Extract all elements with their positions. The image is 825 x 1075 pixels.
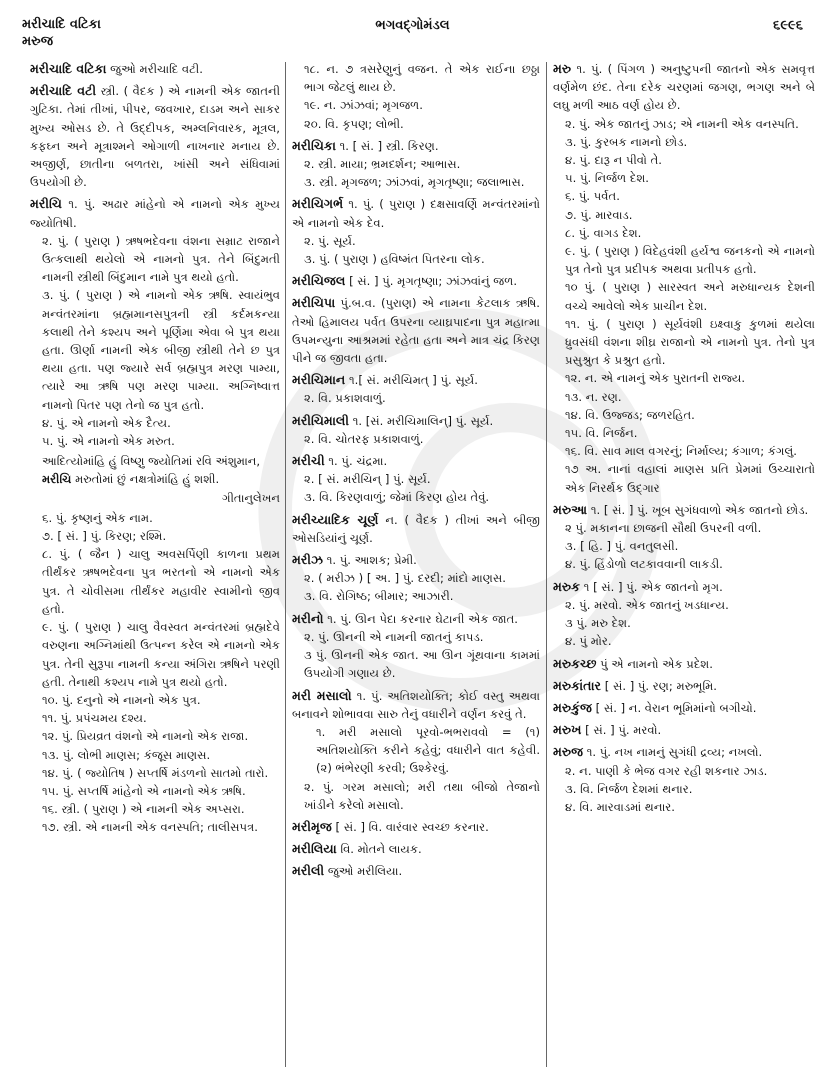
entry-sense: ૬. પું. પર્વત.	[565, 189, 620, 204]
dictionary-entry	[292, 137, 540, 192]
dictionary-entry	[30, 195, 280, 836]
entry-headword: મરીચિ	[30, 196, 62, 212]
column-divider	[285, 62, 286, 1067]
entry-definition: ૧. [ સં. ] પું. ખૂબ સુગંધવાળો એક જાતનો છોડ.	[590, 502, 809, 517]
dictionary-entry	[553, 655, 815, 673]
dictionary-entry	[553, 60, 815, 497]
entry-sense: ૩. પું. ( પુરાણ ) હવિષ્મંત પિતરના લોક.	[304, 252, 485, 267]
quote-source: ગીતાનુલેખન	[222, 490, 280, 505]
entry-definition: પું.બ.વ. (પુરાણ) એ નામના કેટલાક ઋષિ. તેઓ હિમાલય પર્વત ઉપરના વ્યાઘ્રપાદના પુત્ર મહાત્મા ઉપમન્યુના આશ્રમમાં રહેતા હતા અને માત્ર ચંદ્ર કિરણ પીને જ જીવતા હતા.	[292, 296, 540, 366]
dictionary-entry	[292, 818, 540, 836]
entry-first-line	[292, 687, 540, 723]
entry-first-line	[292, 551, 540, 569]
last-guide-word: મરુજ	[22, 34, 54, 49]
quote-emphasis: મરીચિ	[42, 472, 72, 487]
entry-first-line	[292, 862, 540, 880]
entry-first-line	[553, 501, 815, 519]
entry-definition: ૧. પું. અતિશયોક્તિ; કોઈ વસ્તુ અથવા બનાવને શોભાવવા સારુ તેનું વધારીને વર્ણન કરવું તે.	[292, 688, 540, 721]
dictionary-entry	[292, 840, 540, 858]
entry-sense: ૨. પું. એક જાતનું ઝાડ; એ નામની એક વનસ્પતિ.	[565, 116, 799, 131]
entry-sense: ૧૨. પું. પ્રિયવ્રત વંશનો એ નામનો એક રાજા.	[42, 729, 249, 744]
entry-first-line	[553, 721, 815, 739]
book-title: ભગવદ્ગોમંડલ	[375, 18, 450, 33]
entry-definition: [ સં. ] પું. મૃગતૃષ્ણા; ઝાંઝવાંનું જળ.	[349, 274, 517, 289]
entry-definition: જુઓ મરીલિયા.	[327, 864, 403, 879]
entry-headword: મરુજ	[553, 744, 584, 760]
entry-definition: ૧. [ સં. ] સ્ત્રી. કિરણ.	[339, 138, 439, 153]
entry-definition: ૧ [ સં. ] પું. એક જાતનો મૃગ.	[583, 579, 723, 594]
entry-sense: ૧૫. વિ. નિર્જન.	[565, 426, 638, 441]
entry-sense: ૭. [ સં. ] પું. કિરણ; રશ્મિ.	[42, 529, 167, 544]
entry-headword: મરી મસાલો	[292, 687, 352, 703]
entry-sense: ૨૦. વિ. કૃપણ; લોભી.	[304, 116, 404, 131]
dictionary-entry	[292, 610, 540, 683]
entry-sense: ૩. સ્ત્રી. મૃગજળ; ઝાંઝવાં, મૃગતૃષ્ણા; જલાભાસ.	[304, 175, 525, 190]
entry-headword: મરુઆ	[553, 501, 588, 517]
entry-headword: મરીચિપા	[292, 295, 336, 311]
entry-headword: મરીચી	[292, 453, 325, 469]
entry-first-line	[292, 511, 540, 547]
quote-line: મરીચિ મરુતોમાં છું નક્ષત્રોમાંહિ હું શશી.	[42, 472, 220, 487]
entry-first-line	[292, 294, 540, 367]
entry-sense: ૧૩. ન. રણ.	[565, 389, 622, 404]
entry-sense: ૧૯. ન. ઝાંઝવાં; મૃગજળ.	[304, 98, 423, 113]
entry-sense: ૧૦. પું. દનુનો એ નામનો એક પુત્ર.	[42, 692, 201, 707]
entry-definition: જુઓ મરીચાદિ વટી.	[110, 62, 203, 76]
entry-first-line	[30, 195, 280, 231]
entry-headword: મરીચિગર્ભ	[292, 196, 344, 212]
column-2	[292, 60, 540, 885]
dictionary-entry	[292, 862, 540, 880]
entry-definition: [ સં. ] પું. રણ; મરુભૂમિ.	[604, 678, 717, 693]
entry-headword: મરુ	[553, 61, 572, 76]
entry-first-line	[292, 371, 540, 389]
entry-headword: મરીચિમાન	[292, 372, 346, 388]
entry-sense: ૩. પું. ( પુરાણ ) એ નામનો એક ઋષિ. સ્વાયંભુવ મન્વંતરમાંના બ્રહ્મમાનસપુત્રની સ્ત્રી કર્દમકન્યા કલાથી તેને કશ્યપ અને પૂર્ણિમા એવા બે પુત્ર થયા હતા. ઊર્ણા નામની એક બીજી સ્ત્રીથી તેને છ પુત્ર થયા હતા. પણ જ્યારે સર્વ બ્રહ્મપુત્ર મરણ પામ્યા, ત્યારે આ ઋષિ પણ મરણ પામ્યા. અગ્નિષ્વાત્ત નામનો પિતર પણ તેનો જ પુત્ર હતો.	[42, 288, 280, 412]
entry-sense: ૨. ન. પાણી કે ભેજ વગર રહી શકનાર ઝાડ.	[565, 763, 768, 778]
entry-first-line	[292, 137, 540, 155]
entry-definition: ૧.[ સં. મરીચિમત્ ] પું. સૂર્ય.	[348, 373, 478, 388]
dictionary-entry	[553, 721, 815, 739]
entry-definition: [ સં. ] પું. મરવો.	[585, 723, 662, 738]
entry-sense: ૨. [ સં. મરીચિન્ ] પું. સૂર્ય.	[304, 472, 431, 487]
entry-sense: ૭. પું. મારવાડ.	[565, 207, 633, 222]
entry-sense: ૪. વિ. મારવાડમાં થનાર.	[565, 799, 675, 814]
entry-headword: મરીલિયા	[292, 841, 337, 857]
entry-sense: ૨. વિ. પ્રકાશવાળું.	[304, 391, 386, 406]
entry-definition: [ સં. ] વિ. વારંવાર સ્વચ્છ કરનાર.	[335, 819, 489, 834]
entry-sense: ૧૭ અ. નાનાં વહાલાં માણસ પ્રતિ પ્રેમમાં ઉચ્ચારાતો એક નિરર્થક ઉદ્ગાર	[565, 462, 815, 495]
entry-sense: ૧૫. પું. સપ્તર્ષિ માંહેનો એ નામનો એક ઋષિ.	[42, 783, 246, 798]
entry-first-line	[553, 743, 815, 761]
dictionary-entry	[292, 687, 540, 814]
entry-sense: ૨. ( મરીઝ ) [ અ. ] પું. દરદી; માંદો માણસ.	[304, 571, 506, 586]
entry-sense: ૨. પું. સૂર્ય.	[304, 233, 356, 248]
entry-sense: ૪. પું. દારૂ ન પીવો તે.	[565, 153, 662, 168]
entry-headword: મરુકાંતાર	[553, 677, 602, 693]
quote-line: આદિત્યોમાંહિ હું વિષ્ણુ જ્યોતિમાં રવિ અંશુમાન,	[42, 454, 261, 469]
entry-headword: મરીચાદિ વટિકા	[30, 61, 107, 76]
entry-definition: ૧. પું. ઊન પેદા કરનાર ઘેટાની એક જાત.	[327, 611, 518, 626]
entry-first-line	[553, 60, 815, 115]
entry-definition: પું એ નામનો એક પ્રદેશ.	[600, 656, 713, 671]
entry-sense: ૧૬. સ્ત્રી. ( પુરાણ ) એ નામની એક અપ્સરા.	[42, 802, 245, 817]
entry-sense: ૩ પું. મરુ દેશ.	[565, 616, 631, 631]
column-3	[553, 60, 815, 820]
entry-first-line	[553, 677, 815, 695]
entry-headword: મરુકુંજ	[553, 699, 592, 715]
dictionary-entry	[553, 743, 815, 816]
entry-headword: મરીચિકા	[292, 137, 336, 153]
entry-sense: ૧૬. વિ. સાવ માલ વગરનું; નિર્માલ્ય; કંગાળ; કંગલું.	[565, 444, 797, 459]
entry-sense: ૨. સ્ત્રી. માયા; ભ્રમદર્શન; આભાસ.	[304, 157, 461, 172]
entry-headword: મરીમૃજ	[292, 818, 332, 834]
entry-first-line	[553, 699, 815, 717]
dictionary-entry	[553, 501, 815, 574]
dictionary-entry	[292, 294, 540, 367]
entry-sense: ૨. વિ. ચોતરફ પ્રકાશવાળું.	[304, 431, 424, 446]
entry-definition: સ્ત્રી. ( વૈદક ) એ નામની એક જાતની ગુટિકા. તેમાં તીખાં, પીપર, જવખાર, દાડમ અને સાકર મુખ્ય ઓસડ છે. તે ઉદ્દીપક, અમ્લનિવારક, મૂત્રલ, કફઘ્ન અને મૂત્રાશ્મને ઓગાળી નાખનાર મનાય છે. અજીર્ણ, છાતીના બળતરા, ખાંસી અને સંધિવામાં ઉપયોગી છે.	[30, 84, 281, 190]
entry-sense: ૪. પું. હિંડોળો લટકાવવાની લાકડી.	[565, 557, 723, 572]
entry-sense: ૮. પું. ( જૈન ) ચાલુ અવસર્પિણી કાળના પ્રથમ તીર્થંકર ઋષભદેવના પુત્ર ભરતનો એ નામનો એક પુત્ર. તે ચોવીસમા તીર્થંકર મહાવીર સ્વામીનો જીવ હતો.	[42, 547, 280, 616]
entry-sense: ૨. પું. ( પુરાણ ) ઋષભદેવના વંશના સમ્રાટ રાજાને ઉત્કલાથી થયેલો એ નામનો પુત્ર. તેને બિંદુમતી નામની સ્ત્રીથી બિંદુમાન નામે પુત્ર થયો હતો.	[42, 233, 280, 285]
entry-sense: ૧૪. વિ. ઉજ્જડ; જળરહિત.	[565, 407, 695, 422]
dictionary-entry	[553, 699, 815, 717]
entry-definition: ૧. પું. અઢાર માંહેનો એ નામનો એક મુખ્ય જ્યોતિષી.	[30, 197, 281, 230]
entry-first-line	[553, 655, 815, 673]
entry-definition: ન. ( વૈદક ) તીખાં અને બીજી ઓસડિયાંનું ચૂર્ણ.	[292, 512, 541, 545]
entry-sense: ૨. પું. ઊનની એ નામની જાતનું કાપડ.	[304, 629, 484, 644]
entry-sense: ૧૧. પું. ( પુરાણ ) સૂર્યવંશી ઇક્ષ્વાકુ કુળમાં થયેલા ધ્રુવસંધી વંશના શીઘ્ર રાજાનો એ નામનો પુત્ર. તેનો પુત્ર પ્રસુશ્રુત કે પ્રશ્રુત હતો.	[565, 316, 815, 368]
dictionary-entry	[553, 578, 815, 651]
entry-sense: ૩. વિ. રોગિષ્ઠ; બીમાર; આઝારી.	[304, 589, 454, 604]
entry-sense: ૨. પું. મરવો. એક જાતનું ખડધાન્ય.	[565, 597, 729, 612]
entry-definition: ૧. પું. ( પિંગળ ) અનુષ્ટુપની જાતનો એક સમવૃત્ત વર્ણમેળ છંદ. તેના દરેક ચરણમાં જગણ, ભગણ અને બે લઘુ મળી આઠ વર્ણ હોય છે.	[553, 62, 815, 113]
entry-headword: મરીનો	[292, 610, 324, 626]
entry-first-line	[30, 82, 280, 191]
entry-sense: ૧૦ પું. ( પુરાણ ) સારસ્વત અને મરુધાન્યક દેશની વચ્ચે આવેલો એક પ્રાચીન દેશ.	[565, 280, 815, 313]
entry-sense: ૧૧. પું. પ્રપંચમય દશ્ય.	[42, 711, 147, 726]
entry-definition: ૧. પું. ( પુરાણ ) દક્ષસાવર્ણિ મન્વંતરમાંનો એ નામનો એક દેવ.	[292, 197, 540, 230]
entry-headword: મરીચાદિ વટી	[30, 83, 97, 99]
entry-definition: ૧. પું. નખ નામનું સુગંધી દ્રવ્ય; નખલો.	[586, 745, 763, 760]
entry-idiom: ૧. મરી મસાલો પૂરવો-ભભરાવવો = (૧) અતિશયોક્તિ કરીને કહેવું; વધારીને વાત કહેવી. (૨) ભંભેરણી કરવી; ઉશ્કેરવું.	[316, 724, 540, 776]
entry-first-line	[292, 195, 540, 231]
entry-sense: ૩. [ હિ. ] પું. વનતુલસી.	[565, 539, 679, 554]
entry-sense: ૨. પું. ગરમ મસાલો; મરી તથા બીજો તેજાનો ખાંડીને કરેલો મસાલો.	[304, 779, 540, 812]
page-number: ૬૯૯૬	[773, 18, 803, 33]
entry-first-line	[553, 578, 815, 596]
entry-sense: ૯. પું. ( પુરાણ ) ચાલુ વૈવસ્વત મન્વંતરમાં બ્રહ્મદેવે વરુણના અગ્નિમાંથી ઉત્પન્ન કરેલ એ નામનો એક પુત્ર. તેની સુરૂપા નામની કન્યા અંગિરા ઋષિને પરણી હતી. તેનાથી કશ્યપ નામે પુત્ર થયો હતો.	[42, 620, 280, 689]
entry-first-line	[292, 818, 540, 836]
entry-sense: ૩. પું. કુરબક નામનો છોડ.	[565, 134, 688, 149]
dictionary-entry	[553, 677, 815, 695]
entry-definition: વિ. મોતને લાયક.	[340, 842, 422, 857]
entry-sense: ૪. પું મોર.	[565, 634, 612, 649]
entry-sense: ૧૭. સ્ત્રી. એ નામની એક વનસ્પતિ; તાલીસપત્ર.	[42, 820, 258, 835]
entry-sense: ૧૪. પું. ( જ્યોતિષ ) સપ્તર્ષિ મંડળનો સાતમો તારો.	[42, 765, 269, 780]
entry-sense: ૩. વિ. કિરણવાળું; જેમાં કિરણ હોય તેવું.	[304, 490, 490, 505]
dictionary-entry	[292, 452, 540, 507]
entry-sense: ૩. વિ. નિર્જળ દેશમાં થનાર.	[565, 781, 693, 796]
entry-headword: મરુકચ્છ	[553, 655, 597, 671]
entry-headword: મરીચ્યાદિક ચૂર્ણ	[292, 511, 379, 527]
dictionary-entry	[292, 195, 540, 268]
entry-headword: મરીચિમાલી	[292, 412, 350, 428]
entry-headword: મરુખ	[553, 722, 582, 738]
dictionary-entry	[292, 272, 540, 290]
entry-headword: મરીલી	[292, 863, 325, 879]
entry-headword: મરીઝ	[292, 552, 324, 568]
entry-sense: ૮. પું. વાગડ દેશ.	[565, 225, 642, 240]
entry-first-line	[292, 452, 540, 470]
entry-definition: ૧. [સં. મરીચિમાલિન્] પું. સૂર્ય.	[352, 413, 494, 428]
dictionary-entry	[292, 60, 540, 133]
entry-headword: મરીચિજલ	[292, 273, 346, 289]
entry-quotation	[30, 452, 280, 507]
entry-sense: ૧૮. ન. ૭ ત્રસરેણુનું વજન. તે એક રાઈના છઠ્ઠા ભાગ જેટલું થાય છે.	[304, 62, 540, 95]
entry-sense: ૪. પું. એ નામનો એક દૈત્ય.	[42, 415, 171, 430]
dictionary-entry	[30, 82, 280, 191]
entry-first-line	[292, 840, 540, 858]
entry-sense: ૬. પું. કૃષ્ણનું એક નામ.	[42, 510, 153, 525]
entry-definition: ૧. પું. ચંદ્રમા.	[328, 454, 388, 469]
dictionary-entry	[292, 371, 540, 407]
entry-first-line	[292, 610, 540, 628]
entry-first-line	[292, 412, 540, 430]
column-divider	[546, 62, 547, 1067]
entry-first-line	[30, 60, 280, 78]
entry-sense: ૫. પું. નિર્જળ દેશ.	[565, 171, 649, 186]
entry-definition: [ સં. ] ન. વેરાન ભૂમિમાંનો બગીચો.	[595, 700, 757, 715]
dictionary-entry	[30, 60, 280, 78]
entry-sense: ૩ પું. ઊનની એક જાત. આ ઊન ગૂંથવાના કામમાં ઉપયોગી ગણાય છે.	[304, 648, 540, 681]
dictionary-entry	[292, 412, 540, 448]
entry-definition: ૧. પું. આશક; પ્રેમી.	[326, 553, 417, 568]
dictionary-entry	[292, 551, 540, 606]
entry-sense: ૨ પું. મકાનના છાજની સૌથી ઉપરની વળી.	[565, 521, 762, 536]
entry-first-line	[292, 272, 540, 290]
column-1	[30, 60, 280, 841]
first-guide-word: મરીચાદિ વટિકા	[22, 17, 101, 32]
entry-sense: ૧૩. પું. લોભી માણસ; કંજૂસ માણસ.	[42, 747, 211, 762]
entry-sense: ૫. પું. એ નામનો એક મરુત.	[42, 434, 175, 449]
entry-sense: ૧૨. ન. એ નામનું એક પુરાતની રાજ્ય.	[565, 371, 746, 386]
dictionary-entry	[292, 511, 540, 547]
entry-sense: ૯. પું. ( પુરાણ ) વિદેહવંશી હર્યશ્વ જનકનો એ નામનો પુત્ર તેનો પુત્ર પ્રદીપક અથવા પ્રતીપક હતો.	[565, 244, 815, 277]
entry-headword: મરુક	[553, 578, 581, 594]
